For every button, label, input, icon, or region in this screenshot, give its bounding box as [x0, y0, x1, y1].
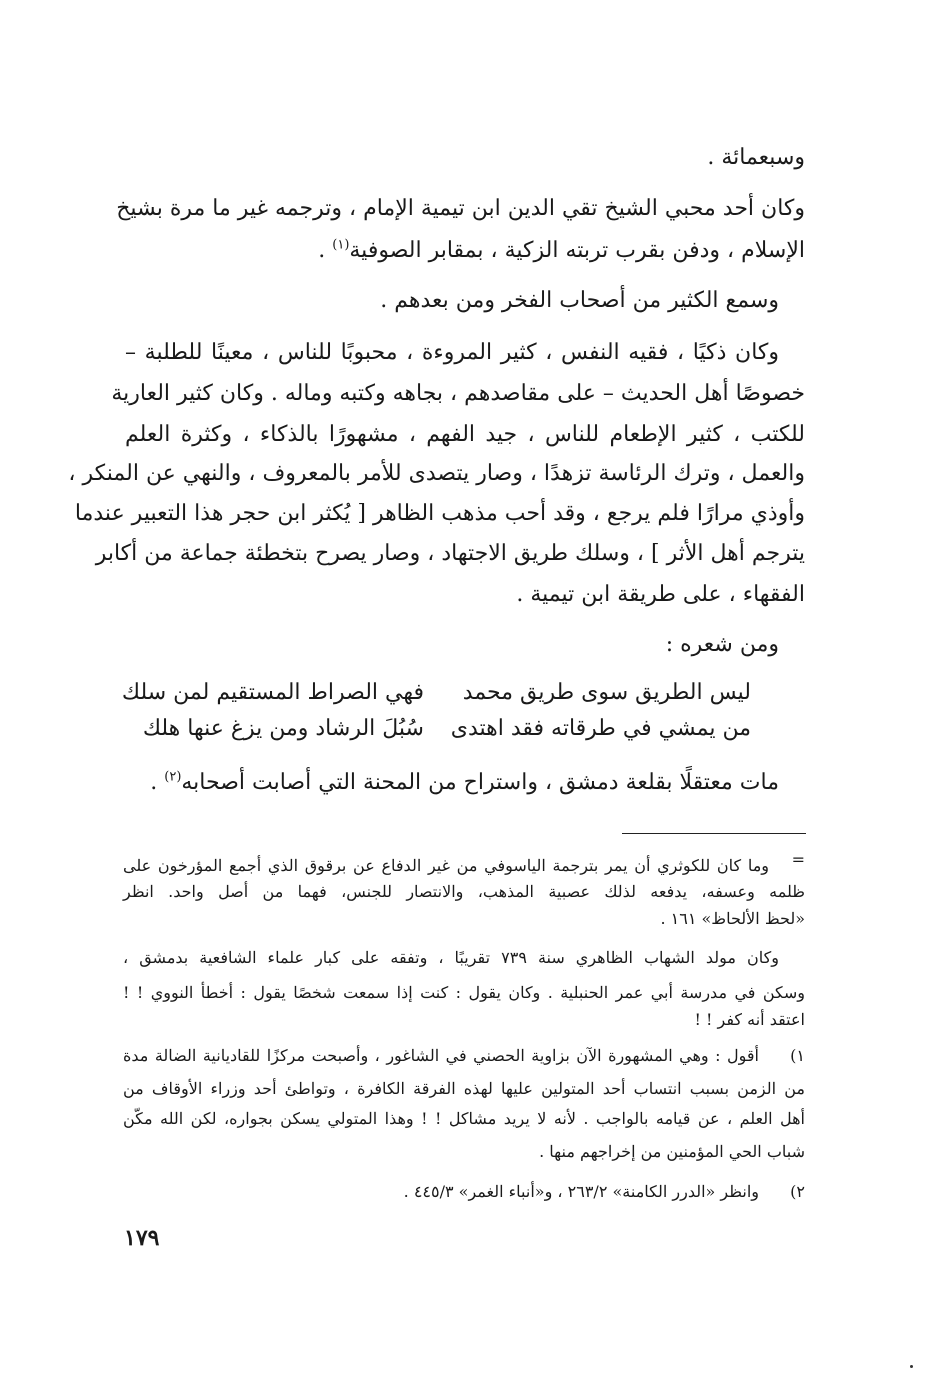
- footnote-separator: [622, 833, 806, 834]
- continuation-mark: =: [791, 850, 805, 869]
- text-line: وكان أحد محبي الشيخ تقي الدين ابن تيمية الإمام ، وترجمه غير ما مرة بشيخ: [116, 196, 805, 221]
- text-line: الفقهاء ، على طريقة ابن تيمية .: [516, 582, 805, 607]
- footnote-line: شباب الحي المؤمنين من إخراجهم منها .: [539, 1142, 805, 1161]
- text-line: [150, 768, 779, 798]
- text-line: للكتب ، كثير الإطعام للناس ، جيد الفهم ، مشهورًا بالذكاء ، وكثرة العلم: [125, 422, 805, 447]
- text-line: خصوصًا أهل الحديث – على مقاصدهم ، بجاهه وكتبه وماله . وكان كثير العارية: [111, 381, 805, 406]
- text-run: الإسلام ، ودفن بقرب تربته الزكية ، بمقابر الصوفية: [349, 238, 805, 263]
- footnote-number: ١): [790, 1046, 805, 1065]
- poem-hemistich: سُبُلَ الرشاد ومن يزغ عنها هلك: [142, 716, 424, 741]
- footnote-line: وما كان للكوثري أن يمر بترجمة الياسوفي من غير الدفاع عن برقوق الذي أجمع المؤرخون على: [123, 856, 770, 875]
- text-line: [318, 236, 805, 266]
- footnote-line: ظلمه وعسفه، يدفعه لذلك عصبية المذهب، والانتصار للجنس، فهما من أصل واحد. انظر: [123, 882, 805, 901]
- footnote-line: «لحظ الألحاظ» ١٦١ .: [660, 909, 805, 928]
- footnote-line: اعتقد أنه كفر ! !: [694, 1010, 805, 1029]
- footnote-line: وسكن في مدرسة أبي عمر الحنبلية . وكان يقول : كنت إذا سمعت شخصًا يقول : أخطأ النووي ! !: [123, 983, 805, 1002]
- text-line: وسبعمائة .: [707, 145, 805, 170]
- footnote-line: أهل العلم ، عن قيامه بالواجب . لأنه لا يريد مشاكل ! ! وهذا المتولي يسكن بجواره، لكن الله مكّن: [123, 1109, 805, 1128]
- footnote-line: من الزمن بسبب انتساب أحد المتولين عليها لهذه الفرقة الكافرة ، وتواطئ أحد وزراء الأوقاف من: [123, 1079, 805, 1098]
- text-run: .: [318, 238, 333, 263]
- poem-intro: ومن شعره :: [665, 632, 779, 657]
- footnote-line: وكان مولد الشهاب الظاهري سنة ٧٣٩ تقريبًا ، وتفقه على كبار علماء الشافعية بدمشق ،: [123, 948, 780, 967]
- text-run: .: [150, 770, 165, 795]
- footnote-number: ٢): [790, 1182, 805, 1201]
- text-line: وكان ذكيًا ، فقيه النفس ، كثير المروءة ، محبوبًا للناس ، معينًا للطلبة –: [125, 340, 779, 365]
- footnote-ref: (١): [332, 237, 350, 253]
- poem-hemistich: فهي الصراط المستقيم لمن سلك: [121, 680, 424, 705]
- page-number: ١٧٩: [124, 1225, 160, 1251]
- text-line: يترجم أهل الأثر ] ، وسلك طريق الاجتهاد ، وصار يصرح بتخطئة جماعة من أكابر: [95, 541, 805, 566]
- footnote-line: وانظر «الدرر الكامنة» ٢٦٣/٢ ، و«أنباء الغمر» ٤٤٥/٣ .: [403, 1182, 759, 1201]
- text-run: مات معتقلًا بقلعة دمشق ، واستراح من المحنة التي أصابت أصحابه: [181, 770, 779, 795]
- text-line: وأوذي مرارًا فلم يرجع ، وقد أحب مذهب الظاهر [ يُكثر ابن حجر هذا التعبير عندما: [74, 501, 805, 526]
- poem-hemistich: ليس الطريق سوى طريق محمد: [462, 680, 751, 705]
- poem-hemistich: من يمشي في طرقاته فقد اهتدى: [450, 716, 751, 741]
- scan-speck: [910, 1365, 913, 1368]
- text-line: وسمع الكثير من أصحاب الفخر ومن بعدهم .: [380, 288, 779, 313]
- footnote-line: أقول : وهي المشهورة الآن بزاوية الحصني في الشاغور ، وأصبحت مركزًا للقاديانية الضالة مدة: [123, 1046, 759, 1065]
- text-line: والعمل ، وترك الرئاسة تزهدًا ، وصار يتصدى للأمر بالمعروف ، والنهي عن المنكر ،: [68, 461, 805, 486]
- footnote-ref: (٢): [164, 769, 182, 785]
